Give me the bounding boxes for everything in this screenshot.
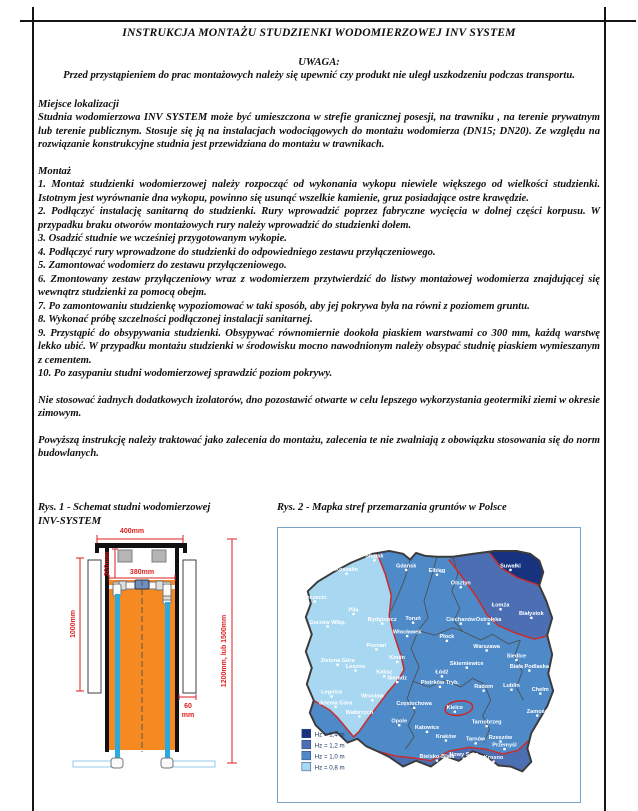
dimension-1000mm bbox=[70, 558, 84, 691]
page-top-rule bbox=[20, 20, 636, 22]
city-label: Tarnów bbox=[466, 736, 486, 743]
city-label: Przemyśl bbox=[492, 742, 517, 749]
step-5: 5. Zamontować wodomierz do zestawu przyłączeniowego. bbox=[38, 260, 287, 271]
city-label: Rzeszów bbox=[488, 734, 513, 741]
city-label: Płock bbox=[439, 634, 455, 641]
elbow-bottom-left bbox=[111, 758, 123, 768]
city-label: Kraków bbox=[435, 733, 456, 740]
city-label: Tarnobrzeg bbox=[471, 719, 502, 726]
city-label: Toruń bbox=[405, 616, 421, 622]
city-label: Sieradz bbox=[387, 675, 408, 682]
city-label: Katowice bbox=[414, 725, 440, 732]
step-3: 3. Osadzić studnie we wcześniej przygotowanym wykopie. bbox=[38, 233, 287, 244]
city-label: Włocławek bbox=[392, 629, 422, 636]
city-label: Kielce bbox=[446, 705, 464, 712]
step-6: 6. Zmontowany zestaw przyłączeniowy wraz z wodomierzem przytwierdzić do listwy montażowej wodomierza znajdującej się wewnątrz studzienki za pomocą obejm. bbox=[38, 273, 600, 298]
city-label: Biała Podlaska bbox=[509, 663, 549, 670]
poland-frost-map bbox=[278, 528, 580, 802]
legend-label: Hz = 1,4 m bbox=[314, 732, 345, 739]
elbow-bottom-right bbox=[161, 758, 173, 768]
pipe-collar-right bbox=[156, 581, 163, 590]
document-body bbox=[38, 26, 600, 461]
city-label: Konin bbox=[389, 655, 406, 662]
city-label: Białystok bbox=[518, 611, 544, 618]
step-4: 4. Podłączyć rury wprowadzone do studzienki do odpowiedniego zestawu przyłączeniowego. bbox=[38, 246, 436, 258]
legend-label: Hz = 1,0 m bbox=[314, 754, 345, 761]
figure1-caption-line1: Rys. 1 - Schemat studni wodomierzowej bbox=[38, 502, 211, 513]
city-label: Poznań bbox=[366, 642, 387, 649]
collar-right-drop bbox=[163, 596, 171, 600]
well-lid-edge-right bbox=[183, 543, 187, 553]
note-norms: Powyższą instrukcję należy traktować jako zalecenia do montażu, zalecenia te nie zwalniają z obowiązku stosowania się do norm budowlanych. bbox=[38, 434, 600, 459]
city-label: Wałbrzych bbox=[345, 709, 374, 716]
dimension-400mm bbox=[97, 528, 183, 543]
notice-heading: UWAGA: bbox=[298, 56, 340, 68]
page-right-rule bbox=[604, 7, 606, 811]
outlet-pipe-right bbox=[173, 761, 215, 767]
city-label: Ostrołęka bbox=[475, 617, 502, 623]
svg-text:300mm: 300mm bbox=[104, 551, 111, 577]
dimension-1200-1500mm bbox=[221, 539, 237, 763]
step-1: 1. Montaż studzienki wodomierzowej należy rozpocząć od wykonania wykopu niewiele większego od wielkości studzienki. Istotnym jest wyrównanie dna wykopu, powinno się usunąć wszelkie kamienie, gruz posiadające ostre krawędzie. bbox=[38, 179, 600, 204]
city-label: Warszawa bbox=[473, 643, 500, 650]
city-label: Olsztyn bbox=[450, 580, 471, 587]
svg-text:1000mm: 1000mm bbox=[70, 609, 77, 639]
step-2: 2. Podłączyć instalację sanitarną do studzienki. Rury wprowadzić poprzez fabryczne wycięcia w dolnej części korpusu. W przypadku braku otworów montażowych rury należy wprowadzić do studzienki dołem. bbox=[38, 206, 600, 231]
insulation-block-right bbox=[152, 550, 166, 562]
legend-swatch bbox=[302, 729, 311, 738]
montaz-heading: Montaż bbox=[38, 165, 71, 177]
poland-frost-map-frame bbox=[277, 527, 581, 803]
city-label: Nowy Sącz bbox=[449, 752, 479, 758]
city-label: Częstochowa bbox=[396, 701, 432, 708]
city-label: Bielsko-Biała bbox=[419, 754, 455, 760]
city-label: Kalisz bbox=[376, 669, 393, 676]
location-heading: Miejsce lokalizacji bbox=[38, 98, 119, 110]
dimension-380mm bbox=[109, 569, 175, 581]
step-8: 8. Wykonać próbę szczelności podłączonej instalacji sanitarnej. bbox=[38, 314, 313, 325]
legend-swatch bbox=[302, 751, 311, 760]
city-label: Radom bbox=[474, 684, 494, 690]
legend-label: Hz = 0,8 m bbox=[314, 765, 345, 772]
well-lid bbox=[95, 543, 187, 548]
city-label: Skierniewice bbox=[449, 661, 484, 667]
pipe-right bbox=[165, 602, 170, 760]
city-label: Legnica bbox=[321, 689, 343, 696]
city-label: Elbląg bbox=[428, 568, 446, 575]
city-label: Zielona Góra bbox=[320, 658, 355, 665]
notice-text: Przed przystąpieniem do prac montażowych należy się upewnić czy produkt nie uległ uszkodzeniu podczas transportu. bbox=[63, 70, 575, 81]
svg-text:400mm: 400mm bbox=[119, 528, 145, 535]
well-wall-right bbox=[175, 548, 179, 752]
city-label: Wrocław bbox=[361, 693, 384, 700]
step-9: 9. Przystąpić do obsypywania studzienki. Obsypywać równomiernie dookoła piaskiem warstwami co 300 mm, każdą warstwę lekko ubić. W przypadku montażu studzienki w środowisku mocno nawodnionym należy obsypać studnię piaskiem wymieszanym z cementem. bbox=[38, 327, 600, 366]
city-label: Bydgoszcz bbox=[367, 617, 397, 623]
svg-text:60: 60 bbox=[184, 703, 192, 710]
figure2-caption: Rys. 2 - Mapka stref przemarzania gruntów w Polsce bbox=[277, 502, 507, 513]
svg-text:1200mm, lub 1500mm: 1200mm, lub 1500mm bbox=[221, 614, 228, 688]
city-label: Lublin bbox=[503, 683, 520, 689]
figure1-caption-line2: INV-SYSTEM bbox=[38, 515, 101, 527]
city-label: Słupsk bbox=[365, 553, 384, 560]
city-label: Suwałki bbox=[500, 563, 521, 570]
note-insulators: Nie stosować żadnych dodatkowych izolatorów, dno pozostawić otwarte w celu lepszego wykorzystania geotermiki ziemi w okresie zimowym. bbox=[38, 394, 600, 419]
city-label: Opole bbox=[391, 718, 408, 725]
svg-text:mm: mm bbox=[181, 712, 195, 719]
location-text: Studnia wodomierzowa INV SYSTEM może być umieszczona w strefie granicznej posesji, na trawniku , na terenie prywatnym lub terenie publicznym. Stosuje się ją na instalacjach wodociągowych do montażu wodomierza (DN15; DN20). Ze względu na rozwiązanie konstrukcyjne studnia jest przewidziana do montażu w trawnikach. bbox=[38, 112, 600, 150]
step-10: 10. Po zasypaniu studni wodomierzowej sprawdzić poziom pokrywy. bbox=[38, 368, 333, 379]
city-label: Zamość bbox=[526, 708, 548, 715]
insulation-block-left bbox=[118, 550, 132, 562]
pipe-left bbox=[115, 594, 120, 760]
city-label: Gorzów Wlkp. bbox=[309, 619, 347, 626]
sleeve-left bbox=[88, 560, 101, 693]
map-legend bbox=[302, 729, 345, 771]
city-label: Chełm bbox=[531, 686, 549, 693]
city-label: Łódź bbox=[435, 669, 449, 676]
svg-text:380mm: 380mm bbox=[129, 569, 155, 576]
city-label: Szczecin bbox=[303, 594, 327, 601]
legend-label: Hz = 1,2 m bbox=[314, 743, 345, 750]
well-lid-edge-left bbox=[95, 543, 99, 553]
step-7: 7. Po zamontowaniu studzienkę wypoziomować w taki sposób, aby jej pokrywa była na równi z poziomem gruntu. bbox=[38, 300, 530, 312]
well-schematic-figure bbox=[35, 522, 255, 809]
outlet-pipe-left bbox=[73, 761, 111, 767]
city-label: Krosno bbox=[483, 754, 504, 761]
city-label: Ciechanów bbox=[446, 617, 476, 623]
legend-swatch bbox=[302, 740, 311, 749]
dimension-300mm bbox=[104, 549, 118, 578]
legend-swatch bbox=[302, 762, 311, 771]
city-label: Siedlce bbox=[506, 653, 527, 660]
city-label: Jelenia Góra bbox=[318, 700, 353, 707]
city-label: Gdańsk bbox=[395, 563, 417, 570]
city-label: Piła bbox=[348, 607, 359, 614]
page-left-rule bbox=[32, 7, 34, 811]
city-label: Piotrków Tryb. bbox=[420, 680, 460, 687]
city-label: Leszno bbox=[345, 663, 366, 670]
well-wall-left bbox=[105, 548, 109, 752]
page-title: INSTRUKCJA MONTAŻU STUDZIENKI WODOMIERZOWEJ INV SYSTEM bbox=[122, 26, 516, 39]
dimension-60mm bbox=[179, 694, 196, 719]
city-label: Koszalin bbox=[335, 567, 358, 574]
city-label: Łomża bbox=[491, 602, 510, 609]
sleeve-right bbox=[183, 560, 196, 693]
elbow-top-right bbox=[163, 584, 171, 604]
